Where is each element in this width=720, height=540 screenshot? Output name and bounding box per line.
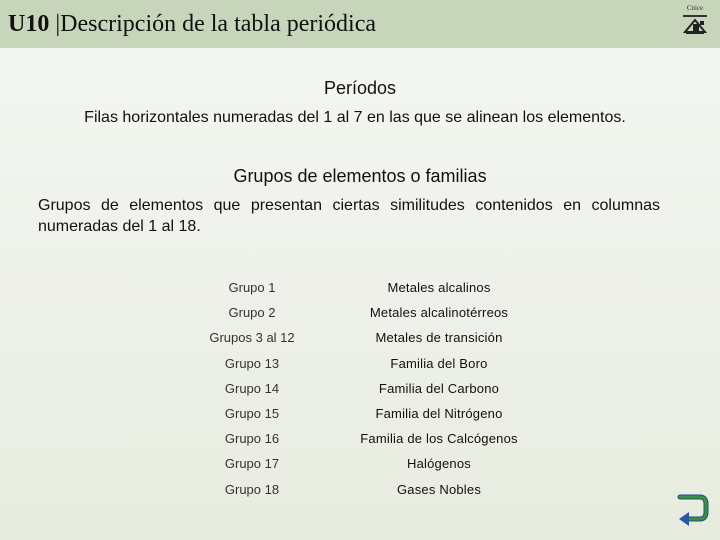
periods-description: Filas horizontales numeradas del 1 al 7 en las que se alinean los elementos. xyxy=(84,109,626,126)
group-cell: Grupo 14 xyxy=(224,380,280,396)
table-row xyxy=(190,478,550,503)
table-row xyxy=(190,452,550,477)
table-row xyxy=(190,326,550,351)
table-row xyxy=(190,427,550,452)
group-cell: Grupo 2 xyxy=(228,305,276,321)
slide-content xyxy=(0,48,720,540)
logo-text: Cnice xyxy=(686,4,704,12)
group-cell: Grupo 15 xyxy=(224,405,280,421)
unit-label: U10 xyxy=(8,11,50,37)
family-cell: Familia del Nitrógeno xyxy=(375,405,503,421)
family-cell: Familia del Carbono xyxy=(378,380,500,396)
cnice-house-logo-icon xyxy=(680,4,710,38)
family-cell: Halógenos xyxy=(407,456,471,472)
group-cell: Grupos 3 al 12 xyxy=(209,330,295,346)
family-cell: Gases Nobles xyxy=(396,481,482,497)
header-bar xyxy=(0,0,720,48)
groups-title: Grupos de elementos o familias xyxy=(233,166,487,186)
family-cell: Familia del Boro xyxy=(390,355,488,371)
table-row xyxy=(190,276,550,301)
group-cell: Grupo 1 xyxy=(228,280,276,295)
groups-table xyxy=(190,276,550,503)
return-arrow-icon[interactable] xyxy=(676,493,710,527)
table-row xyxy=(190,352,550,377)
table-row xyxy=(190,301,550,326)
group-cell: Grupo 17 xyxy=(224,456,280,472)
groups-description: Grupos de elementos que presentan ciertas similitudes contenidos en columnas numeradas del 1 al 18. xyxy=(38,197,660,235)
group-cell: Grupo 16 xyxy=(224,431,280,447)
group-cell: Grupo 18 xyxy=(224,481,280,497)
family-cell: Metales alcalinos xyxy=(387,280,491,295)
family-cell: Familia de los Calcógenos xyxy=(360,431,518,447)
title-text: |Descripción de la tabla periódica xyxy=(55,11,377,37)
table-row xyxy=(190,377,550,402)
family-cell: Metales alcalinotérreos xyxy=(369,305,509,321)
family-cell: Metales de transición xyxy=(375,330,503,346)
group-cell: Grupo 13 xyxy=(224,355,280,371)
table-row xyxy=(190,402,550,427)
page-title xyxy=(8,11,376,38)
periods-title: Períodos xyxy=(323,78,397,98)
